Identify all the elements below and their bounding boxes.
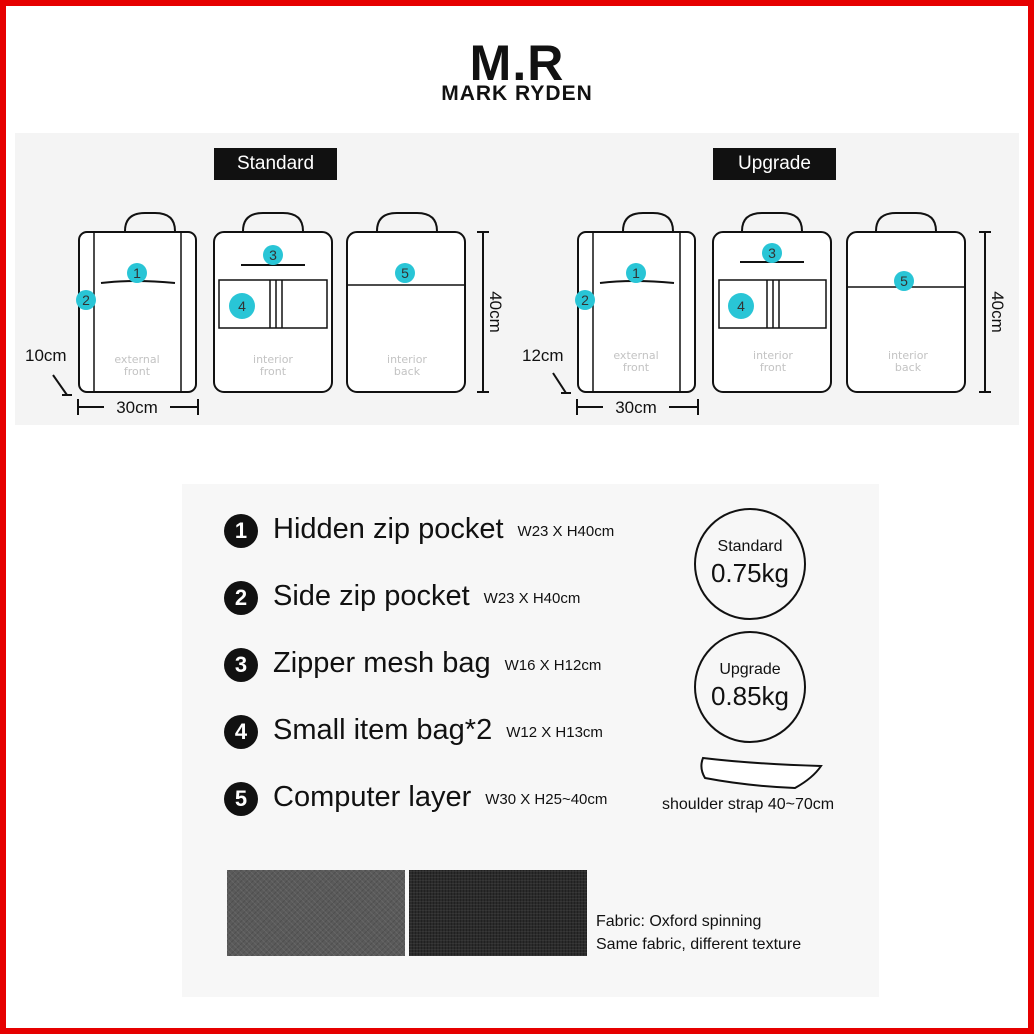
marker-5-label: 5 — [401, 265, 409, 281]
brand-logo-mark: M.R — [469, 35, 565, 91]
bag-external-front — [76, 213, 196, 392]
caption-interior-front-1: interior — [253, 353, 293, 366]
spec-text-5 — [273, 776, 607, 821]
caption-interior-back-upgrade-2: back — [894, 361, 922, 374]
marker-2-upgrade-label: 2 — [581, 292, 589, 308]
marker-3-upgrade-label: 3 — [768, 245, 776, 261]
spec-text-4 — [273, 709, 603, 754]
caption-interior-back-2: back — [393, 365, 421, 378]
standard-width-label: 30cm — [116, 398, 158, 417]
marker-4-upgrade-label: 4 — [737, 298, 745, 314]
spec-dims-3: W16 X H12cm — [504, 657, 602, 674]
upgrade-depth-label: 12cm — [522, 346, 564, 365]
weight-value-upgrade: 0.85kg — [710, 681, 790, 711]
marker-2-label: 2 — [82, 292, 90, 308]
spec-name-3: Zipper mesh bag — [273, 647, 491, 679]
caption-interior-back-1: interior — [387, 353, 427, 366]
bag-interior-front-upgrade — [713, 213, 831, 392]
weight-label-upgrade: Upgrade — [719, 661, 781, 678]
caption-external-front-upgrade-1: external — [613, 349, 659, 362]
marker-4-label: 4 — [238, 298, 246, 314]
spec-name-5: Computer layer — [273, 781, 472, 813]
bag-interior-front — [214, 213, 332, 392]
spec-text-3 — [273, 642, 601, 687]
caption-external-front-upgrade-2: front — [622, 361, 650, 374]
diagram-panel — [15, 133, 1019, 425]
spec-text-2 — [273, 575, 580, 620]
spec-dims-2: W23 X H40cm — [483, 590, 581, 607]
fabric-swatch-upgrade — [409, 870, 587, 956]
spec-number-2: 2 — [224, 581, 258, 615]
spec-number-3: 3 — [224, 648, 258, 682]
fabric-swatch-standard — [227, 870, 405, 956]
spec-name-2: Side zip pocket — [273, 580, 470, 612]
spec-dims-1: W23 X H40cm — [517, 523, 615, 540]
spec-panel — [182, 484, 879, 997]
spec-name-1: Hidden zip pocket — [273, 513, 504, 545]
upgrade-width-label: 30cm — [615, 398, 657, 417]
caption-external-front-2: front — [123, 365, 151, 378]
variant-label-standard: Standard — [214, 148, 337, 180]
spec-text-1 — [273, 508, 614, 553]
weight-badge-upgrade — [694, 631, 806, 743]
caption-interior-front-upgrade-2: front — [759, 361, 787, 374]
caption-interior-back-upgrade-1: interior — [888, 349, 928, 362]
shoulder-strap-icon — [697, 754, 827, 794]
spec-number-4: 4 — [224, 715, 258, 749]
bag-interior-back — [347, 213, 465, 392]
bag-interior-back-upgrade — [847, 213, 965, 392]
spec-number-5: 5 — [224, 782, 258, 816]
standard-height-label: 40cm — [486, 291, 505, 333]
bag-external-front-upgrade — [575, 213, 695, 392]
marker-5-upgrade-label: 5 — [900, 273, 908, 289]
marker-1-upgrade-label: 1 — [632, 265, 640, 281]
bag-diagrams — [15, 133, 1019, 425]
marker-3-label: 3 — [269, 247, 277, 263]
standard-diagrams — [25, 213, 505, 417]
spec-dims-4: W12 X H13cm — [506, 724, 603, 741]
spec-name-4: Small item bag*2 — [273, 714, 493, 746]
standard-depth-label: 10cm — [25, 346, 67, 365]
weight-badge-standard — [694, 508, 806, 620]
caption-interior-front-upgrade-1: interior — [753, 349, 793, 362]
weight-value-standard: 0.75kg — [710, 558, 790, 588]
upgrade-diagrams — [522, 213, 1007, 417]
caption-external-front-1: external — [114, 353, 160, 366]
upgrade-height-label: 40cm — [988, 291, 1007, 333]
fabric-line-1: Fabric: Oxford spinning — [596, 913, 762, 930]
spec-number-1: 1 — [224, 514, 258, 548]
fabric-line-2: Same fabric, different texture — [596, 936, 802, 953]
strap-caption: shoulder strap 40~70cm — [662, 796, 835, 813]
spec-dims-5: W30 X H25~40cm — [485, 791, 608, 808]
brand-logo-name: MARK RYDEN — [441, 82, 593, 105]
weight-label-standard: Standard — [717, 538, 783, 555]
caption-interior-front-2: front — [259, 365, 287, 378]
marker-1-label: 1 — [133, 265, 141, 281]
variant-label-upgrade: Upgrade — [713, 148, 836, 180]
